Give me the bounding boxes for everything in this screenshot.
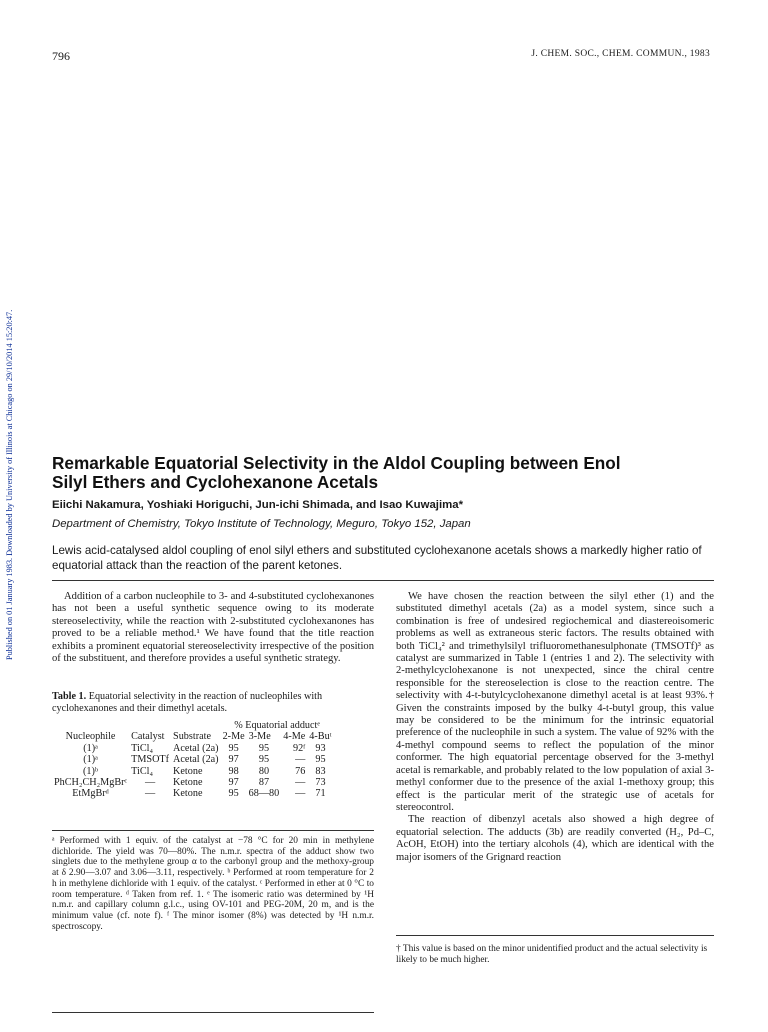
table-cell: 97 [228,754,239,766]
article-title [52,454,692,492]
left-paragraph-1: Addition of a carbon nucleophile to 3- and 4-substituted cyclohexanones has not been a useful synthetic sequence owing to its moderate stereoselectivity, while the reaction with 2-substituted cyclohexanones has proved to be a reliable method.¹ We have found that the title reaction exhibits a prominent equatorial stereoselectivity irrespective of the position of the substituent, and therefore provides a useful synthetic strategy. [52,591,374,665]
table-cell: TiCl₄ [131,765,153,777]
table-rule [52,830,374,831]
table-group-header: % Equatorial adductᵉ [234,720,320,731]
left-column [52,591,374,665]
table-header-cell: Catalyst [131,731,165,743]
table-cell: Acetal (2a) [173,754,219,766]
right-paragraph-1: We have chosen the reaction between the silyl ether (1) and the substituted dimethyl acetals (2a) as a model system, since such a combination is free of undesired regiochemical and diastereoisomeric problems as well as extraneous steric factors. The results obtained with both TiCl₄² and trimethylsilyl trifluoromethanesulphonate (TMSOTf)³ as catalyst are summarized in Table 1 (entries 1 and 2). The selectivity with 2-methylcyclohexanone is not unexpected, since the chiral centre responsible for the stereoselection is close to the reaction centre. The selectivity with 4-t-butylcyclohexanone dimethyl acetal is at least 93%.† Given the constraints imposed by the bulky 4-t-butyl group, this value may be considered to be the minimum for the intrinsic equatorial preference of the nucleophile in such a system. The value of 92% with the 4-methyl compound seems to reflect the population of the minor conformer. The high equatorial percentage observed for the 3-methyl acetal is remarkable, and probably related to the low population of axial 3-methyl conformer due to the presence of the axial 1-methoxy group; this effect is the particular merit of the strategic use of acetals for stereocontrol. [396,591,714,813]
authors: Eiichi Nakamura, Yoshiaki Horiguchi, Jun-ichi Shimada, and Isao Kuwajima* [52,499,464,511]
table-header-cell: 4-Me [283,731,306,743]
table-cell: — [295,754,306,766]
table-cell: 80 [258,765,270,777]
article-title-line-2: Silyl Ethers and Cyclohexanone Acetals [52,472,379,492]
table-header-cell: Substrate [173,731,211,743]
article-title-line-1: Remarkable Equatorial Selectivity in the Aldol Coupling between Enol [52,453,621,473]
right-paragraph-2: The reaction of dibenzyl acetals also showed a high degree of equatorial selection. The adducts (3b) are readily converted (H₂, Pd–C, AcOH, EtOH) into the tertiary alcohols (4), which are identical with the major isomers of the Grignard reaction [396,814,714,863]
table-cell: 87 [258,777,270,789]
table-row [52,788,334,799]
table-footnotes: ᵃ Performed with 1 equiv. of the catalyst at −78 °C for 20 min in methylene dichloride. The yield was 70—80%. The n.m.r. spectra of the adduct show two singlets due to the methylene group α to the carbonyl group and the methoxy-group at δ 2.90—3.07 and 3.06—3.11, respectively. ᵇ Performed at room temperature for 2 h in methylene dichloride with 1 equiv. of the catalyst. ᶜ Performed in ether at 0 °C to room temperature. ᵈ Taken from ref. 1. ᵉ The isomeric ratio was determined by ¹H n.m.r. and capillary column g.l.c., using OV-101 and PEG-20M, 20 m, and is the minimum value (cf. note f). ᶠ The minor isomer (8%) was detected by ¹H n.m.r. spectroscopy. [52,836,374,932]
table-row [52,743,334,754]
table-cell: (1)ᵃ [83,754,98,766]
table-cell: 68—80 [248,788,280,800]
table-cell: — [295,788,306,800]
table-cell: Ketone [173,765,203,777]
table-cell: Acetal (2a) [173,742,219,754]
table-cell: — [144,788,156,800]
footnote-rule [396,935,714,936]
selectivity-table [52,720,374,800]
table-cell: 92ᶠ [292,742,306,754]
table-cell: 71 [315,788,326,800]
table-cell: 95 [228,788,239,800]
table-header-cell: 4-Buᵗ [309,731,332,743]
table-cell: (1)ᵇ [83,765,99,777]
table-cell: — [295,777,306,789]
table-cell: — [144,777,156,789]
table-cell: TiCl₄ [131,742,153,754]
table-header-cell: Nucleophile [65,731,116,743]
right-column [396,591,714,864]
table-cell: Ketone [173,777,203,789]
table-cell: 95 [228,742,239,754]
right-footnote: † This value is based on the minor unidentified product and the actual selectivity is likely to be much higher. [396,944,708,965]
table-row [52,766,334,777]
table-cell: 95 [258,742,270,754]
abstract-rule [52,580,714,581]
abstract: Lewis acid-catalysed aldol coupling of enol silyl ethers and substituted cyclohexanone acetals shows a markedly higher ratio of equatorial attack than the reaction of the parent ketones. [52,544,702,572]
table-caption [52,691,374,714]
table-cell: 83 [315,765,326,777]
table-cell: (1)ᵃ [83,742,98,754]
table-row [52,754,334,765]
table-cell: Ketone [173,788,203,800]
download-notice-text: Published on 01 January 1983. Downloaded by University of Illinois at Chicago on 29/10/2014 15:20:47. [5,309,14,660]
table-cell: 76 [295,765,306,777]
table-cell: 95 [315,754,326,766]
table-cell: 97 [228,777,239,789]
download-notice[interactable] [2,190,16,660]
table-cell: 93 [315,742,326,754]
left-bottom-rule [52,1012,374,1013]
table-cell: 73 [315,777,326,789]
table-cell: PhCH₂CH₂MgBrᶜ [54,777,128,789]
running-head: J. CHEM. SOC., CHEM. COMMUN., 1983 [531,49,710,59]
affiliation: Department of Chemistry, Tokyo Institute of Technology, Meguro, Tokyo 152, Japan [52,518,471,530]
table-header-cell: 2-Me [222,731,245,743]
table-header-row [52,731,334,742]
page-number: 796 [52,49,70,63]
table-cell: 98 [228,765,239,777]
table-row [52,777,334,788]
table-cell: TMSOTf [131,754,170,766]
table-cell: EtMgBrᵈ [72,788,109,800]
table-caption-label: Table 1. [52,691,87,702]
table-header-cell: 3-Me [248,731,271,743]
table-caption-text: Equatorial selectivity in the reaction of nucleophiles with cyclohexanones and their dimethyl acetals. [52,691,323,714]
table-cell: 95 [258,754,270,766]
